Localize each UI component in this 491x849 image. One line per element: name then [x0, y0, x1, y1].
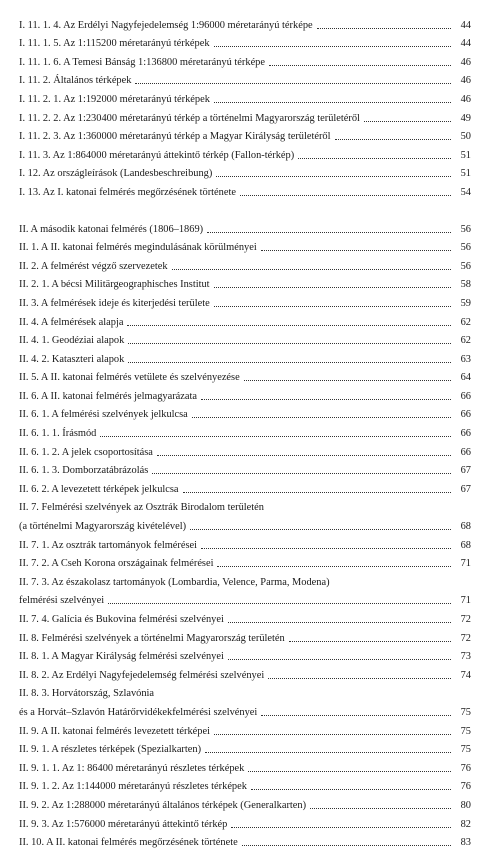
dot-leader — [157, 454, 451, 456]
toc-entry-page-number: 46 — [460, 93, 471, 105]
toc-entry-page-number: 74 — [460, 669, 471, 681]
toc-entry-page-number: 68 — [460, 521, 471, 533]
toc-entry — [19, 291, 471, 310]
toc-entry-title: II. 7. 3. Az északolasz tartományok (Lombardia, Velence, Parma, Modena) — [19, 576, 330, 588]
toc-entry — [19, 756, 471, 775]
toc-entry-page-number: 58 — [460, 279, 471, 291]
toc-entry-title: II. 6. A II. katonai felmérés jelmagyarázata — [19, 390, 197, 402]
toc-entry-page-number: 72 — [460, 632, 471, 644]
toc-entry-title: II. 7. Felmérési szelvények az Osztrák Birodalom területén — [19, 502, 264, 514]
toc-entry — [19, 125, 471, 144]
toc-entry-title: II. 7. 4. Galícia és Bukovina felmérési szelvényei — [19, 614, 224, 625]
toc-entry — [19, 13, 471, 32]
toc-entry-page-number: 46 — [460, 75, 471, 87]
toc-entry-page-number: 66 — [460, 390, 471, 402]
toc-entry — [19, 384, 471, 403]
toc-entry — [19, 812, 471, 831]
toc-entry-page-number: 83 — [460, 837, 471, 849]
dot-leader — [231, 826, 451, 828]
dot-leader — [289, 640, 451, 642]
dot-leader — [214, 286, 451, 288]
toc-entry-title: II. 9. 3. Az 1:576000 méretarányú áttekintő térkép — [19, 818, 228, 830]
toc-entry-title: II. 6. 1. 3. Domborzatábrázolás — [19, 465, 149, 477]
toc-entry-page-number: 76 — [460, 762, 471, 774]
toc-entry-title: II. 9. A II. katonai felmérés levezetett térképei — [19, 725, 210, 737]
toc-entry — [19, 273, 471, 292]
toc-entry-title: II. 4. 1. Geodéziai alapok — [19, 335, 125, 347]
toc-entry — [19, 719, 471, 738]
toc-entry-title: II. 9. 1. 2. Az 1:144000 méretarányú részletes térképek — [19, 781, 247, 793]
toc-entry — [19, 700, 471, 719]
toc-entry — [19, 366, 471, 385]
toc-entry — [19, 663, 471, 682]
dot-leader — [298, 157, 451, 159]
toc-entry-title: I. 11. 1. 4. Az Erdélyi Nagyfejedelemség 1:96000 méretarányú térképe — [19, 19, 313, 31]
dot-leader — [217, 565, 451, 567]
dot-leader — [214, 45, 451, 47]
dot-leader — [261, 714, 451, 716]
toc-entry — [19, 87, 471, 106]
toc-entry-title: II. 8. 2. Az Erdélyi Nagyfejedelemség felmérési szelvényei — [19, 669, 265, 681]
toc-entry — [19, 459, 471, 478]
toc-entry-title: II. 4. A felmérések alapja — [19, 316, 124, 328]
toc-entry-title: II. 6. 1. A felmérési szelvények jelkulcsa — [19, 409, 188, 421]
toc-entry-page-number: 75 — [460, 725, 471, 737]
toc-entry-page-number: 49 — [460, 112, 471, 124]
toc-entry-page-number: 54 — [460, 186, 471, 198]
dot-leader — [268, 677, 451, 679]
toc-entry-page-number: 44 — [460, 19, 471, 31]
toc-entry — [19, 329, 471, 348]
toc-entry-page-number: 75 — [460, 744, 471, 756]
toc-entry — [19, 143, 471, 162]
dot-leader — [172, 268, 451, 270]
toc-entry — [19, 738, 471, 757]
dot-leader — [240, 194, 451, 196]
toc-entry — [19, 682, 471, 701]
toc-entry — [19, 217, 471, 236]
dot-leader — [214, 101, 451, 103]
toc-entry-title: II. 10. A II. katonai felmérés megőrzésének története — [19, 837, 238, 849]
toc-entry-page-number: 72 — [460, 614, 471, 625]
toc-entry-title: (a történelmi Magyarország kivételével) — [19, 521, 187, 533]
toc-entry — [19, 496, 471, 515]
toc-entry-title: I. 11. 2. 1. Az 1:192000 méretarányú térképek — [19, 93, 210, 105]
dot-leader — [128, 361, 451, 363]
toc-entry — [19, 162, 471, 181]
toc-entry — [19, 645, 471, 664]
dot-leader — [128, 342, 451, 344]
dot-leader — [192, 416, 451, 418]
toc-entry-title: I. 12. Az országleírások (Landesbeschreibung) — [19, 168, 213, 180]
toc-entry — [19, 477, 471, 496]
toc-entry-title: II. 6. 1. 1. Írásmód — [19, 428, 97, 440]
dot-leader — [205, 751, 451, 753]
toc-entry-page-number: 56 — [460, 260, 471, 272]
toc-entry — [19, 589, 471, 608]
dot-leader — [228, 658, 451, 660]
dot-leader — [228, 621, 451, 623]
toc-entry-page-number: 44 — [460, 38, 471, 50]
toc-entry — [19, 106, 471, 125]
dot-leader — [310, 807, 451, 809]
dot-leader — [251, 788, 451, 790]
toc-entry — [19, 793, 471, 812]
toc-entry-page-number: 82 — [460, 818, 471, 830]
toc-entry-page-number: 75 — [460, 706, 471, 718]
toc-entry-page-number: 66 — [460, 446, 471, 458]
toc-entry-title: I. 11. 2. Általános térképek — [19, 75, 132, 87]
toc-entry — [19, 552, 471, 571]
toc-entry-title: felmérési szelvényei — [19, 595, 105, 607]
toc-entry-title: II. 6. 2. A levezetett térképek jelkulcsa — [19, 483, 179, 495]
toc-entry — [19, 50, 471, 69]
toc-entry-page-number: 62 — [460, 316, 471, 328]
toc-entry-page-number: 76 — [460, 781, 471, 793]
toc-entry — [19, 775, 471, 794]
toc-entry-page-number: 51 — [460, 149, 471, 161]
toc-entry — [19, 533, 471, 552]
toc-entry-title: II. 9. 1. 1. Az 1: 86400 méretarányú részletes térképek — [19, 762, 245, 774]
dot-leader — [152, 472, 451, 474]
dot-leader — [248, 770, 451, 772]
dot-leader — [335, 138, 451, 140]
toc-entry-page-number: 59 — [460, 297, 471, 309]
dot-leader — [100, 435, 451, 437]
toc-entry-page-number: 50 — [460, 131, 471, 143]
toc-entry-title: II. 5. A II. katonai felmérés vetülete és szelvényezése — [19, 372, 240, 384]
toc-entry — [19, 180, 471, 199]
dot-leader — [201, 398, 451, 400]
toc-entry-title: II. A második katonai felmérés (1806–1869) — [19, 223, 204, 235]
toc-entry-title: II. 4. 2. Kataszteri alapok — [19, 353, 125, 365]
table-of-contents — [19, 13, 471, 849]
toc-entry-title: II. 3. A felmérések ideje és kiterjedési területe — [19, 297, 210, 309]
toc-entry-title: II. 6. 1. 2. A jelek csoportosítása — [19, 446, 153, 458]
toc-entry-page-number: 66 — [460, 409, 471, 421]
toc-entry-title: II. 7. 1. Az osztrák tartományok felmérései — [19, 539, 198, 551]
toc-entry-page-number: 71 — [460, 558, 471, 570]
toc-entry-page-number: 73 — [460, 651, 471, 663]
toc-entry-page-number: 68 — [460, 539, 471, 551]
dot-leader — [108, 602, 451, 604]
toc-entry-title: II. 8. Felmérési szelvények a történelmi Magyarország területén — [19, 632, 285, 644]
toc-entry — [19, 514, 471, 533]
toc-entry — [19, 626, 471, 645]
toc-entry-page-number: 46 — [460, 56, 471, 68]
toc-entry-title: II. 1. A II. katonai felmérés megindulásának körülményei — [19, 242, 257, 254]
dot-leader — [242, 844, 451, 846]
toc-entry — [19, 69, 471, 88]
dot-leader — [207, 231, 451, 233]
dot-leader — [269, 64, 451, 66]
toc-entry-title: I. 11. 2. 3. Az 1:360000 méretarányú térkép a Magyar Királyság területéről — [19, 131, 331, 143]
dot-leader — [183, 491, 451, 493]
toc-entry — [19, 570, 471, 589]
toc-entry-title: II. 8. 3. Horvátország, Szlavónia — [19, 688, 155, 700]
toc-entry-page-number: 62 — [460, 335, 471, 347]
dot-leader — [214, 733, 451, 735]
toc-entry — [19, 440, 471, 459]
dot-leader — [190, 528, 451, 530]
toc-entry — [19, 403, 471, 422]
toc-entry-page-number: 51 — [460, 168, 471, 180]
toc-entry — [19, 254, 471, 273]
toc-entry-title: II. 9. 2. Az 1:288000 méretarányú általános térképek (Generalkarten) — [19, 799, 307, 811]
toc-entry — [19, 310, 471, 329]
toc-entry-page-number: 71 — [460, 595, 471, 607]
toc-entry-page-number: 56 — [460, 242, 471, 254]
dot-leader — [135, 82, 451, 84]
toc-entry-page-number: 67 — [460, 465, 471, 477]
toc-entry-title: II. 7. 2. A Cseh Korona országainak felmérései — [19, 558, 214, 570]
dot-leader — [216, 175, 451, 177]
toc-entry-page-number: 63 — [460, 353, 471, 365]
toc-entry-page-number: 56 — [460, 223, 471, 235]
toc-entry-page-number: 66 — [460, 428, 471, 440]
dot-leader — [244, 379, 451, 381]
toc-entry-title: II. 2. A felmérést végző szervezetek — [19, 260, 168, 272]
toc-entry-title: I. 11. 1. 6. A Temesi Bánság 1:136800 méretarányú térképe — [19, 56, 265, 68]
toc-entry-title: II. 9. 1. A részletes térképek (Spezialkarten) — [19, 744, 202, 756]
toc-entry — [19, 421, 471, 440]
dot-leader — [261, 249, 451, 251]
toc-entry-title: I. 11. 1. 5. Az 1:115200 méretarányú térképek — [19, 38, 210, 50]
toc-entry — [19, 236, 471, 255]
toc-entry-title: II. 2. 1. A bécsi Militärgeographisches Institut — [19, 279, 210, 291]
toc-entry-title: II. 8. 1. A Magyar Királyság felmérési szelvényei — [19, 651, 224, 663]
toc-entry-title: I. 11. 3. Az 1:864000 méretarányú áttekintő térkép (Fallon-térkép) — [19, 149, 295, 161]
toc-entry-title: I. 13. Az I. katonai felmérés megőrzésének története — [19, 186, 236, 198]
toc-entry-page-number: 80 — [460, 799, 471, 811]
toc-entry-page-number: 64 — [460, 372, 471, 384]
toc-entry-title: I. 11. 2. 2. Az 1:230400 méretarányú térkép a történelmi Magyarország területéről — [19, 112, 360, 124]
dot-leader — [317, 27, 451, 29]
toc-entry — [19, 831, 471, 849]
dot-leader — [214, 305, 451, 307]
dot-leader — [201, 547, 451, 549]
dot-leader — [364, 120, 451, 122]
toc-entry-page-number: 67 — [460, 483, 471, 495]
toc-entry-title: és a Horvát–Szlavón Határőrvidékekfelmérési szelvényei — [19, 706, 258, 718]
toc-entry — [19, 607, 471, 626]
dot-leader — [127, 324, 451, 326]
toc-entry — [19, 347, 471, 366]
toc-entry — [19, 32, 471, 51]
